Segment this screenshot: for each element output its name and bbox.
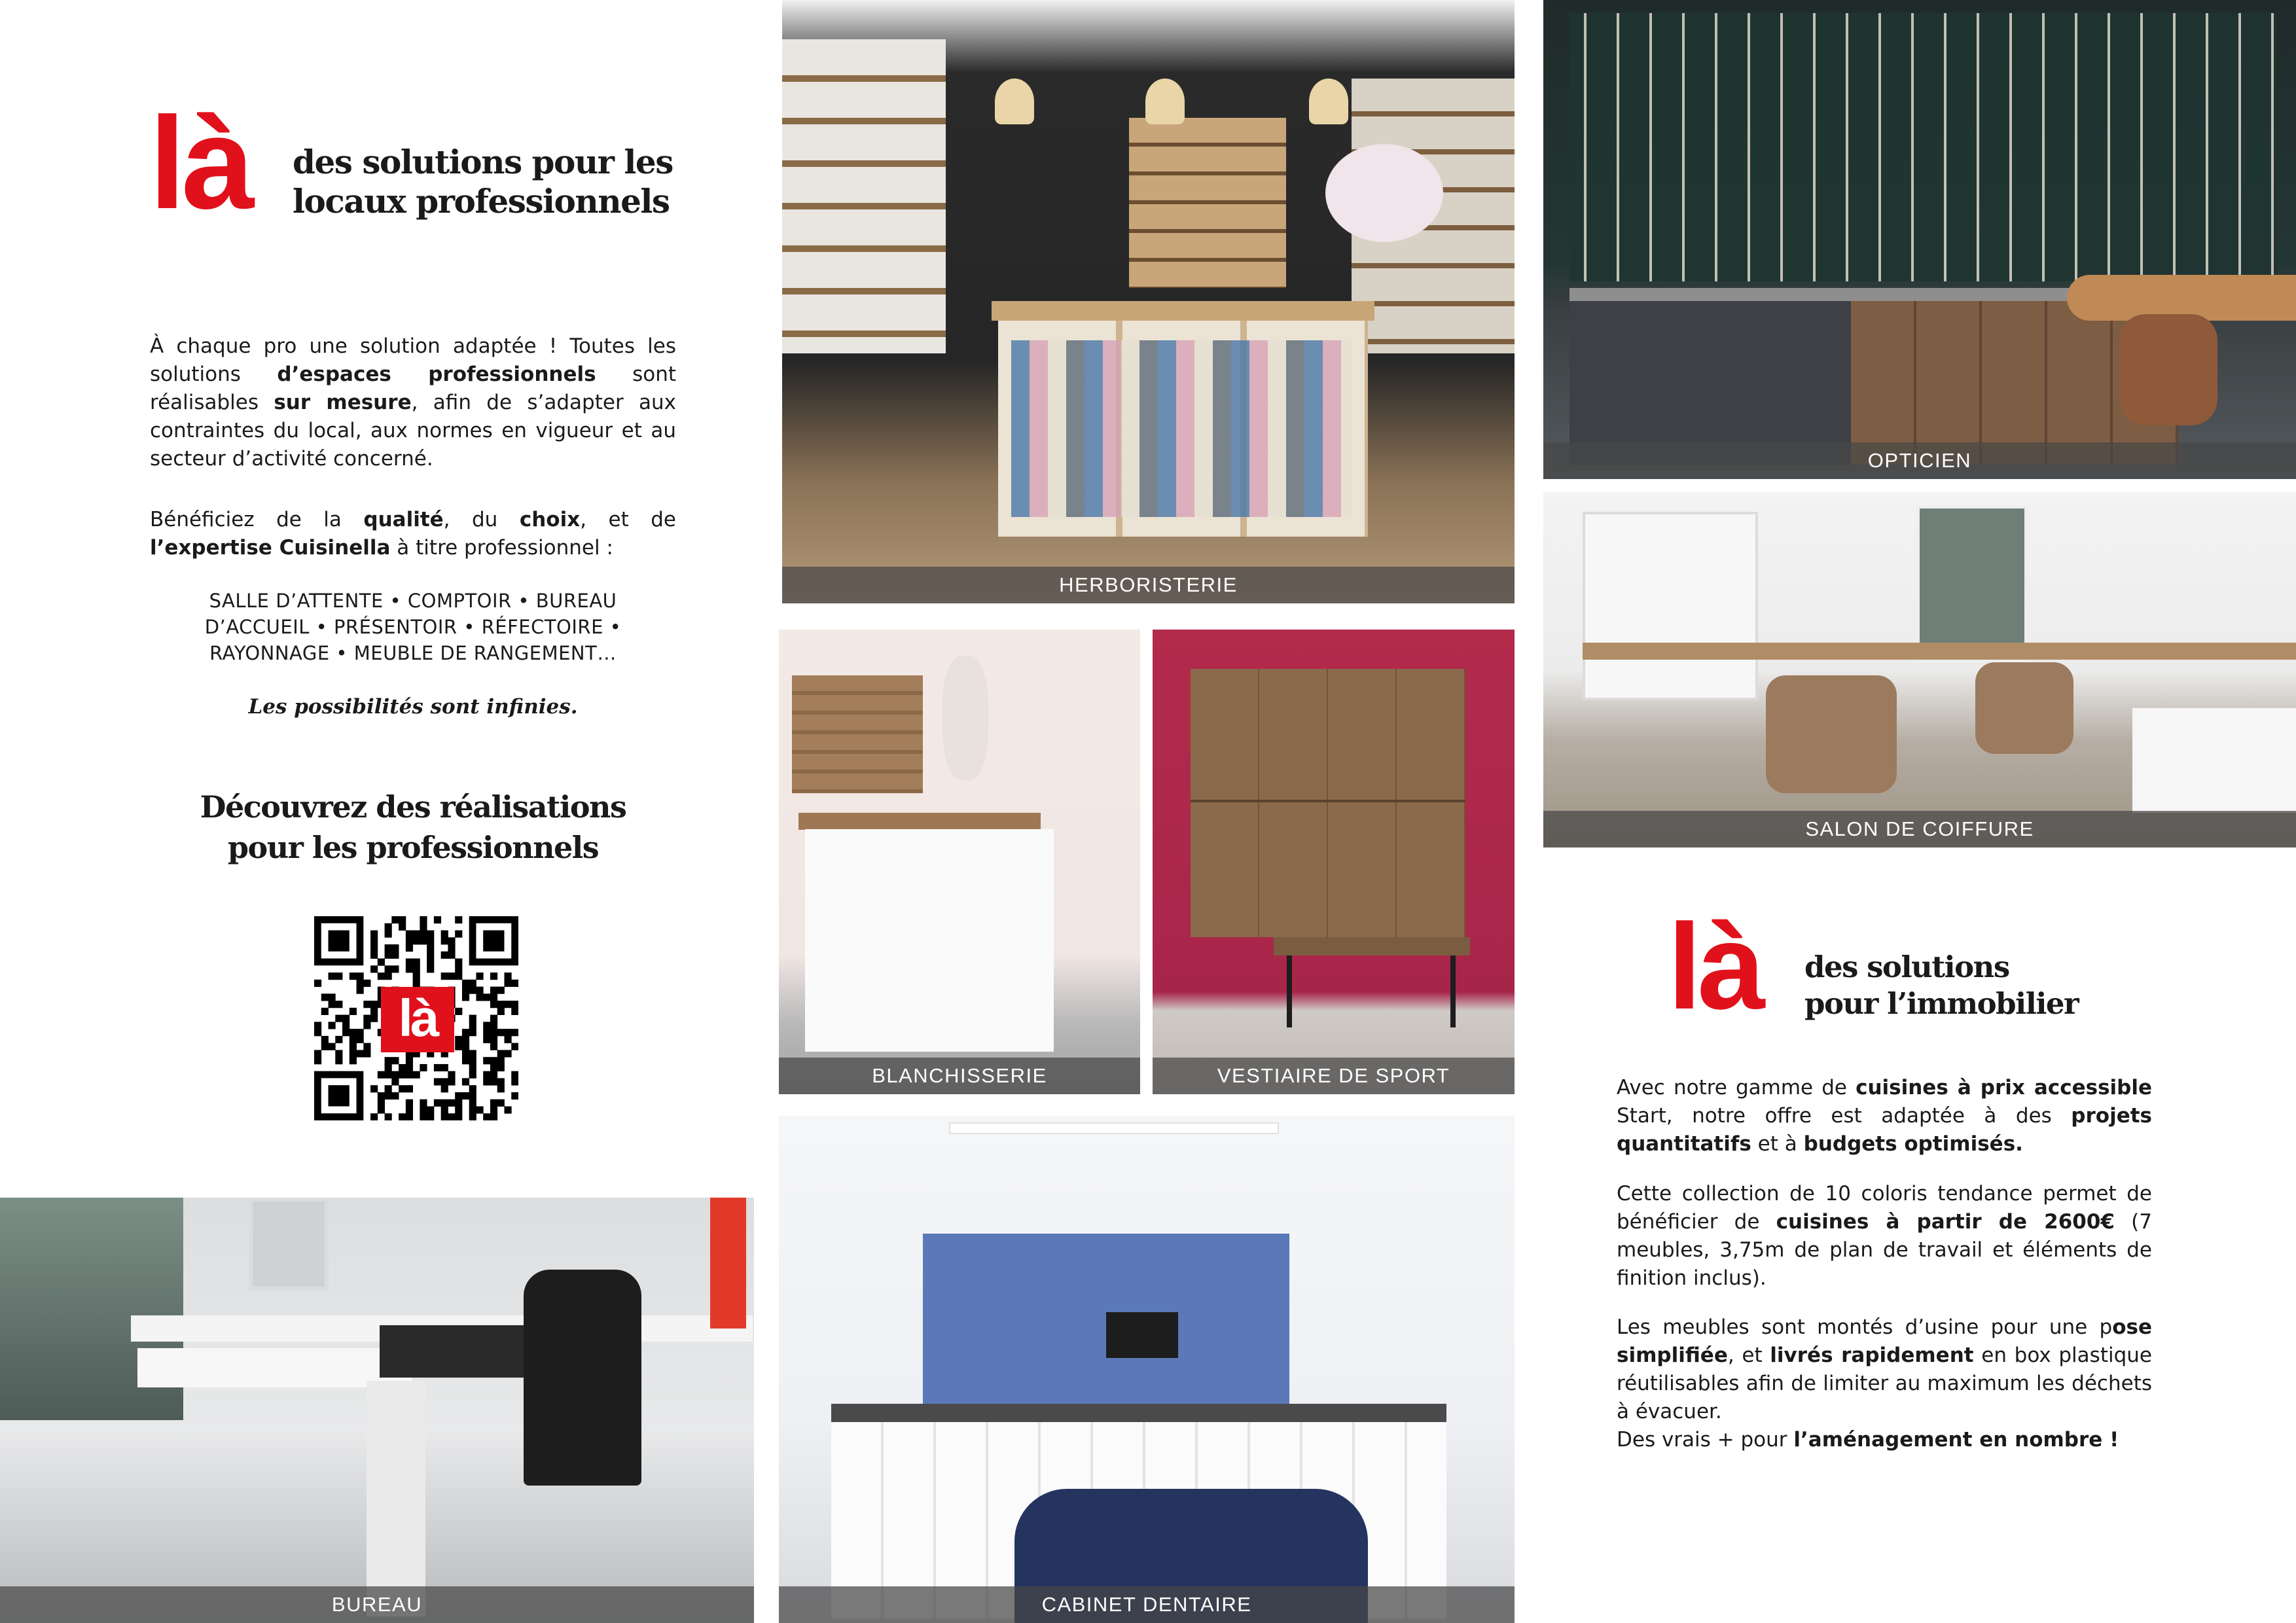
text: et à — [1751, 1132, 1804, 1156]
counter-top — [992, 301, 1374, 321]
styling-chair — [1766, 675, 1897, 793]
list-line: D’ACCUEIL • PRÉSENTOIR • RÉFECTOIRE • — [204, 616, 622, 638]
brand-subtitle-line: des solutions pour les — [293, 143, 673, 181]
brand-logo-la: là — [1668, 899, 1762, 1035]
brand-subtitle — [293, 143, 673, 221]
text: Les meubles sont montés d’usine pour une p — [1617, 1315, 2113, 1339]
brand-subtitle-line: des solutions — [1804, 950, 2009, 984]
photo-caption: CABINET DENTAIRE — [779, 1586, 1515, 1623]
emphasis: projets quantitatifs — [1617, 1104, 2152, 1156]
emphasis: budgets optimisés. — [1803, 1132, 2023, 1156]
benefit-paragraph — [150, 506, 676, 562]
intro-paragraph — [150, 332, 676, 473]
wall-screen — [1106, 1312, 1178, 1358]
emphasis: livrés rapidement — [1770, 1344, 1974, 1367]
discover-heading — [150, 787, 676, 868]
delivery-paragraph — [1617, 1313, 2152, 1454]
photo-caption: HERBORISTERIE — [782, 567, 1515, 603]
collection-paragraph — [1617, 1180, 2152, 1293]
emphasis: cuisines à prix accessible — [1856, 1076, 2152, 1099]
pendant-lamp — [995, 79, 1034, 124]
bench-leg — [1287, 955, 1292, 1027]
text: en box plastique réutilisables afin de limiter au maximum les déchets à évacuer. — [1617, 1344, 2152, 1423]
furniture-list — [150, 588, 676, 666]
wood-shelf — [1583, 643, 2296, 660]
emphasis: cuisines à partir de 2600€ — [1776, 1210, 2115, 1234]
text: , du — [443, 508, 520, 531]
photo-caption: OPTICIEN — [1543, 442, 2296, 479]
glasses-display — [1570, 13, 2276, 281]
photo-opticien — [1543, 0, 2296, 479]
list-line: RAYONNAGE • MEUBLE DE RANGEMENT… — [209, 642, 617, 664]
photo-caption: BUREAU — [0, 1586, 754, 1623]
desk-leg — [367, 1381, 425, 1616]
photo-caption: SALON DE COIFFURE — [1543, 811, 2296, 847]
locker-divider — [1191, 800, 1465, 802]
styling-chair — [1975, 662, 2073, 754]
text: , et de — [580, 508, 676, 531]
emphasis: l’expertise Cuisinella — [150, 536, 391, 560]
qr-logo-badge: là — [381, 987, 454, 1052]
text: , afin de s’adapter aux contraintes du local, aux normes en vigueur et au secteur d’activité concerné. — [150, 391, 677, 471]
photo-cabinet — [779, 1116, 1515, 1623]
text: Avec notre gamme de — [1617, 1076, 1856, 1099]
brand-logo-la: là — [149, 90, 251, 236]
brand-subtitle — [1804, 949, 2078, 1022]
blossom-tree — [1325, 144, 1443, 242]
back-shelving — [1129, 118, 1286, 288]
photo-caption: BLANCHISSERIE — [779, 1058, 1140, 1094]
tagline: Les possibilités sont infinies. — [248, 695, 578, 719]
text: Des vrais + pour — [1617, 1428, 1794, 1452]
bench-top — [1274, 937, 1470, 955]
worktop — [831, 1404, 1446, 1422]
open-drawer — [380, 1325, 530, 1378]
pendant-lamp — [1309, 79, 1348, 124]
photo-bureau — [0, 1198, 754, 1623]
text: Cette collection de 10 coloris tendance permet de bénéficier de — [1617, 1182, 2152, 1234]
counter-body — [805, 829, 1054, 1052]
pendant-lamp — [1145, 79, 1185, 124]
office-chair — [524, 1270, 641, 1486]
reception-shelves — [1583, 512, 1758, 700]
text: Bénéficiez de la — [150, 508, 364, 531]
left-shelving — [782, 39, 946, 353]
ceiling-light — [949, 1122, 1279, 1134]
photo-herboristerie — [782, 0, 1515, 603]
photo-salon — [1543, 492, 2296, 847]
qr-code[interactable] — [314, 916, 518, 1120]
text: sont réalisables — [150, 363, 676, 414]
emphasis: qualité — [363, 508, 444, 531]
bench-leg — [1450, 955, 1456, 1027]
emphasis: choix — [519, 508, 581, 531]
locker-wall — [1191, 669, 1465, 937]
text: à titre professionnel : — [390, 536, 613, 560]
emphasis: d’espaces professionnels — [277, 363, 596, 386]
orchid-plant — [942, 656, 988, 780]
heading-line: pour les professionnels — [227, 830, 599, 865]
chair — [2119, 314, 2217, 425]
bottles-display — [1011, 340, 1352, 517]
emphasis: ose simplifiée — [1617, 1315, 2152, 1367]
counter-top — [798, 813, 1041, 830]
heading-line: Découvrez des réalisations — [200, 789, 626, 825]
brand-subtitle-line: locaux professionnels — [293, 182, 670, 221]
photo-blanchisserie — [779, 630, 1140, 1094]
monitor — [249, 1198, 329, 1291]
photo-vestiaire — [1153, 630, 1515, 1094]
text: Start, notre offre est adaptée à des — [1617, 1104, 2072, 1128]
wood-panel — [792, 675, 923, 793]
emphasis: l’aménagement en nombre ! — [1793, 1428, 2119, 1452]
emphasis: sur mesure — [274, 391, 412, 414]
brand-subtitle-line: pour l’immobilier — [1804, 986, 2079, 1021]
dark-cabinet — [1570, 301, 1851, 465]
text: (7 meubles, 3,75m de plan de travail et éléments de finition inclus). — [1617, 1210, 2152, 1290]
list-line: SALLE D’ATTENTE • COMPTOIR • BUREAU — [209, 590, 617, 612]
text: , et — [1727, 1344, 1770, 1367]
mirror — [1916, 505, 2028, 662]
counter-front — [2132, 708, 2296, 813]
photo-caption: VESTIAIRE DE SPORT — [1153, 1058, 1515, 1094]
red-sculpture — [710, 1198, 746, 1329]
offer-paragraph — [1617, 1074, 2152, 1158]
text: À chaque pro une solution adaptée ! Toutes les solutions — [150, 334, 676, 386]
